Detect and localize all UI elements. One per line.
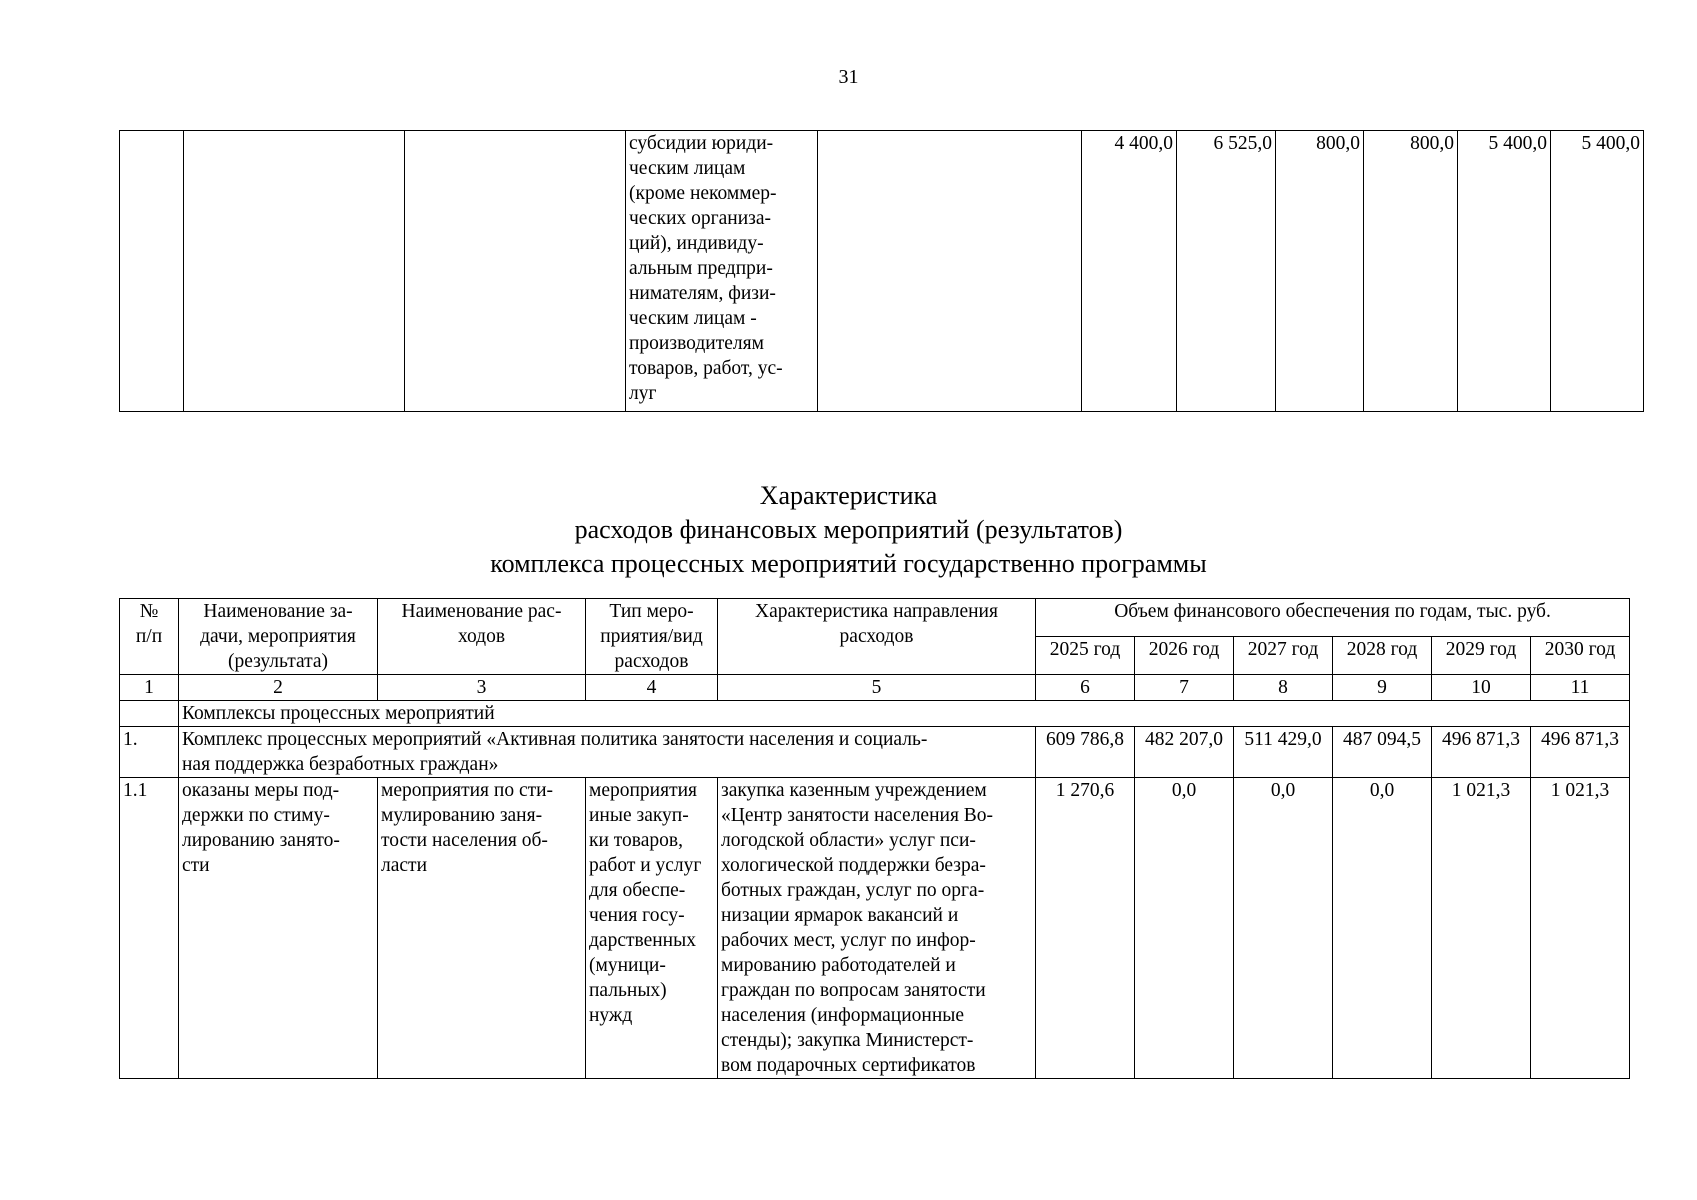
value-cell: 0,0 xyxy=(1135,778,1234,1079)
cell-empty xyxy=(120,131,184,412)
value-cell: 511 429,0 xyxy=(1234,727,1333,778)
year-2030: 2030 год xyxy=(1531,637,1630,675)
col-number: 7 xyxy=(1135,675,1234,701)
row-number: 1.1 xyxy=(120,778,179,1079)
year-2027: 2027 год xyxy=(1234,637,1333,675)
cell-empty xyxy=(120,701,179,727)
value-cell: 487 094,5 xyxy=(1333,727,1432,778)
col-number: 8 xyxy=(1234,675,1333,701)
cell-empty xyxy=(405,131,626,412)
expense-type-cell: субсидии юриди- ческим лицам (кроме некоммер- ческих организа- ций), индивиду- альным предпри- нимателям, физи- ческим лицам - производителям товаров, работ, ус- луг xyxy=(626,131,818,412)
value-cell: 1 021,3 xyxy=(1531,778,1630,1079)
col-number: 5 xyxy=(718,675,1036,701)
column-number-row xyxy=(120,675,1630,701)
section-title: Комплексы процессных мероприятий xyxy=(179,701,1630,727)
value-cell: 800,0 xyxy=(1364,131,1458,412)
doc-title-line1: Характеристика xyxy=(759,481,938,510)
table-row xyxy=(120,778,1630,1079)
header-row xyxy=(120,599,1630,637)
value-cell: 4 400,0 xyxy=(1082,131,1177,412)
year-2029: 2029 год xyxy=(1432,637,1531,675)
value-cell: 496 871,3 xyxy=(1432,727,1531,778)
header-type: Тип меро- приятия/вид расходов xyxy=(586,599,718,675)
value-cell: 0,0 xyxy=(1333,778,1432,1079)
header-volume: Объем финансового обеспечения по годам, тыс. руб. xyxy=(1036,599,1630,637)
header-characteristic: Характеристика направления расходов xyxy=(718,599,1036,675)
task-cell: оказаны меры под- держки по стиму- лированию занято- сти xyxy=(179,778,378,1079)
value-cell: 482 207,0 xyxy=(1135,727,1234,778)
value-cell: 5 400,0 xyxy=(1458,131,1551,412)
col-number: 10 xyxy=(1432,675,1531,701)
value-cell: 800,0 xyxy=(1276,131,1364,412)
header-task: Наименование за- дачи, мероприятия (результата) xyxy=(179,599,378,675)
expense-cell: мероприятия по сти- мулированию заня- тости населения об- ласти xyxy=(378,778,586,1079)
col-number: 3 xyxy=(378,675,586,701)
section-row xyxy=(120,701,1630,727)
year-2028: 2028 год xyxy=(1333,637,1432,675)
value-cell: 1 021,3 xyxy=(1432,778,1531,1079)
cell-empty xyxy=(184,131,405,412)
value-cell: 6 525,0 xyxy=(1177,131,1276,412)
cell-empty xyxy=(818,131,1082,412)
expenses-table xyxy=(119,598,1630,1079)
value-cell: 5 400,0 xyxy=(1551,131,1644,412)
continuation-row xyxy=(120,131,1644,412)
col-number: 2 xyxy=(179,675,378,701)
row-number: 1. xyxy=(120,727,179,778)
col-number: 1 xyxy=(120,675,179,701)
year-2025: 2025 год xyxy=(1036,637,1135,675)
header-num: № п/п xyxy=(120,599,179,675)
value-cell: 496 871,3 xyxy=(1531,727,1630,778)
continuation-table xyxy=(119,130,1644,412)
type-cell: мероприятия иные закуп- ки товаров, работ и услуг для обеспе- чения госу- дарственных (муници- пальных) нужд xyxy=(586,778,718,1079)
doc-title-line2: расходов финансовых мероприятий (результатов) xyxy=(574,515,1123,544)
header-expense: Наименование рас- ходов xyxy=(378,599,586,675)
doc-title-line3: комплекса процессных мероприятий государственно программы xyxy=(490,549,1207,578)
col-number: 9 xyxy=(1333,675,1432,701)
value-cell: 0,0 xyxy=(1234,778,1333,1079)
value-cell: 1 270,6 xyxy=(1036,778,1135,1079)
page-number: 31 xyxy=(838,66,859,88)
value-cell: 609 786,8 xyxy=(1036,727,1135,778)
characteristic-cell: закупка казенным учреждением «Центр занятости населения Во- логодской области» услуг пси- хологической поддержки безра- ботных граждан, услуг по орга- низации ярмарок вакансий и рабочих мест, услуг по инфор- мированию работодателей и граждан по вопросам занятости населения (информационные стенды); закупка Министерст- вом подарочных сертификатов xyxy=(718,778,1036,1079)
col-number: 4 xyxy=(586,675,718,701)
table-row xyxy=(120,727,1630,778)
col-number: 11 xyxy=(1531,675,1630,701)
complex-name: Комплекс процессных мероприятий «Активная политика занятости населения и социаль- ная поддержка безработных граждан» xyxy=(179,727,1036,778)
year-2026: 2026 год xyxy=(1135,637,1234,675)
col-number: 6 xyxy=(1036,675,1135,701)
